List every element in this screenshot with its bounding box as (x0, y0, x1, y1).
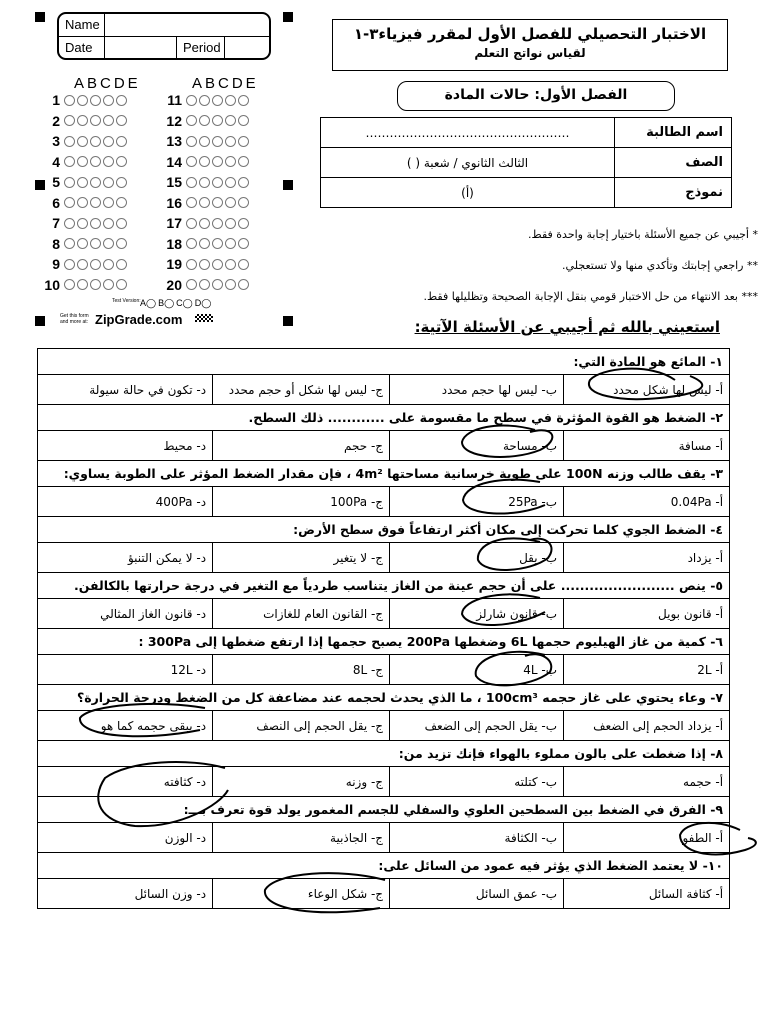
answer-bubble[interactable] (103, 177, 114, 188)
answer-bubble[interactable] (238, 218, 249, 229)
test-version-label: Test Version: (112, 298, 141, 304)
question-text: ٢- الضغط هو القوة المؤثرة في سطح ما مقسومة على ............ ذلك السطح. (38, 405, 730, 431)
answer-bubble[interactable] (90, 238, 101, 249)
answer-bubble[interactable] (77, 218, 88, 229)
answer-bubble[interactable] (77, 95, 88, 106)
question-row (38, 629, 730, 655)
question-number: 19 (166, 256, 182, 272)
answer-bubble[interactable] (225, 95, 236, 106)
answer-bubble[interactable] (186, 156, 197, 167)
bubble-row (38, 215, 129, 231)
info-label: الصف (615, 148, 732, 178)
question-text: ٧- وعاء يحتوي على غاز حجمه 100cm³ ، ما الذي يحدث لحجمه عند مضاعفة كل من الضغط ودرجة الحرارة؟ (38, 685, 730, 711)
answer-option[interactable]: أ- ليس لها شكل محدد (564, 375, 730, 405)
question-number: 4 (52, 153, 60, 170)
answer-bubble[interactable] (238, 95, 249, 106)
answer-option[interactable]: ب- كتلته (390, 767, 564, 797)
answer-bubble[interactable] (225, 197, 236, 208)
answer-bubble[interactable] (199, 156, 210, 167)
answer-bubble[interactable] (103, 197, 114, 208)
answer-option[interactable]: ب- 4L (390, 655, 564, 685)
bubble-row (38, 113, 129, 129)
answer-option[interactable]: أ- يزداد الحجم إلى الضعف (564, 711, 730, 741)
answer-bubble[interactable] (212, 197, 223, 208)
answer-bubble[interactable] (212, 279, 223, 290)
question-row (38, 461, 730, 487)
columns-header: ABCDE (74, 75, 141, 92)
question-text: ٥- ينص ........................ على أن حجم عينة من الغاز يتناسب طردياً مع التغير في درجة حرارتها بالكالفن. (38, 573, 730, 599)
answer-bubble[interactable] (199, 115, 210, 126)
checker-pattern (195, 314, 213, 322)
bubble-row (160, 215, 251, 231)
answer-bubble[interactable] (90, 156, 101, 167)
answer-bubble[interactable] (238, 259, 249, 270)
answer-option[interactable]: د- 400Pa (38, 487, 213, 517)
answer-bubble[interactable] (103, 136, 114, 147)
answer-option[interactable]: ج- وزنه (213, 767, 390, 797)
answer-bubble[interactable] (77, 177, 88, 188)
bubble-row (38, 256, 129, 272)
question-number: 1 (52, 92, 60, 108)
options-row (38, 487, 730, 517)
bubble-row (160, 92, 251, 108)
answer-option[interactable]: ج- حجم (213, 431, 390, 461)
answer-option[interactable]: أ- قانون بويل (564, 599, 730, 629)
answer-bubble[interactable] (116, 279, 127, 290)
answer-bubble[interactable] (225, 177, 236, 188)
answer-option[interactable]: أ- يزداد (564, 543, 730, 573)
answer-bubble[interactable] (116, 238, 127, 249)
answer-bubble[interactable] (77, 238, 88, 249)
answer-option[interactable]: أ- حجمه (564, 767, 730, 797)
answer-bubble[interactable] (212, 95, 223, 106)
answer-bubble[interactable] (64, 218, 75, 229)
answer-bubble[interactable] (90, 197, 101, 208)
date-field[interactable] (105, 37, 177, 59)
answer-option[interactable]: ب- 25Pa (390, 487, 564, 517)
instruction: * أجيبي عن جميع الأسئلة باختيار إجابة واحدة فقط. (528, 228, 758, 241)
answer-option[interactable]: أ- الطفو (564, 823, 730, 853)
answer-option[interactable]: ج- القانون العام للغازات (213, 599, 390, 629)
answer-option[interactable]: ب- يقل الحجم إلى الضعف (390, 711, 564, 741)
answer-bubble[interactable] (199, 95, 210, 106)
class-field: الثالث الثانوي / شعبة ( ) (321, 148, 615, 178)
answer-option[interactable]: د- محيط (38, 431, 213, 461)
answer-bubble[interactable] (77, 115, 88, 126)
exam-subtitle: لقياس نواتج التعلم (474, 46, 586, 60)
answer-bubble[interactable] (238, 115, 249, 126)
answer-bubble[interactable] (77, 136, 88, 147)
answer-bubble[interactable] (64, 115, 75, 126)
answer-bubble[interactable] (64, 197, 75, 208)
answer-bubble[interactable] (186, 95, 197, 106)
zipgrade-logo: ZipGrade.com (95, 312, 183, 327)
answer-bubble[interactable] (64, 238, 75, 249)
answer-bubble[interactable] (186, 136, 197, 147)
answer-bubble[interactable] (186, 177, 197, 188)
question-number: 14 (166, 153, 182, 170)
question-text: ٣- يقف طالب وزنه 100N على طوبة خرسانية مساحتها 4m² ، فإن مقدار الضغط المؤثر على الطوبة يساوي: (38, 461, 730, 487)
bubble-row (38, 236, 129, 252)
answer-bubble[interactable] (64, 136, 75, 147)
options-row (38, 655, 730, 685)
question-text: ١٠- لا يعتمد الضغط الذي يؤثر فيه عمود من السائل على: (38, 853, 730, 879)
question-number: 5 (52, 174, 60, 190)
question-number: 9 (52, 256, 60, 272)
answer-option[interactable]: أ- كثافة السائل (564, 879, 730, 909)
version-bubbles (140, 298, 211, 309)
options-row (38, 375, 730, 405)
question-row (38, 349, 730, 375)
answer-bubble[interactable] (212, 218, 223, 229)
bubble-row (160, 113, 251, 129)
chapter-title: الفصل الأول: حالات المادة (397, 81, 675, 111)
answer-bubble[interactable] (90, 136, 101, 147)
student-info-table (320, 117, 732, 208)
question-row (38, 797, 730, 823)
answer-bubble[interactable] (199, 238, 210, 249)
answer-bubble[interactable] (103, 259, 114, 270)
answer-option[interactable]: ب- ليس لها حجم محدد (390, 375, 564, 405)
answer-bubble[interactable] (199, 177, 210, 188)
answer-option[interactable]: ب- قانون شارلز (390, 599, 564, 629)
answer-option[interactable]: د- 12L (38, 655, 213, 685)
answer-option[interactable]: ج- 100Pa (213, 487, 390, 517)
answer-bubble[interactable] (116, 115, 127, 126)
options-row (38, 711, 730, 741)
answer-bubble[interactable] (103, 156, 114, 167)
answer-bubble[interactable] (212, 238, 223, 249)
question-number: 10 (44, 276, 60, 293)
answer-option[interactable]: ج- يقل الحجم إلى النصف (213, 711, 390, 741)
bubble-row (160, 133, 251, 149)
answer-option[interactable]: ج- الجاذبية (213, 823, 390, 853)
answer-bubble[interactable] (199, 259, 210, 270)
name-date-box (57, 12, 271, 60)
instruction: *** بعد الانتهاء من حل الاختبار قومي بنقل الإجابة الصحيحة وتظليلها فقط. (423, 290, 758, 303)
answer-bubble[interactable] (186, 259, 197, 270)
question-row (38, 741, 730, 767)
answer-bubble[interactable] (77, 197, 88, 208)
answer-bubble[interactable] (212, 259, 223, 270)
exam-title: الاختبار التحصيلي للفصل الأول لمقرر فيزياء٣-١ (353, 25, 707, 43)
question-text: ٨- إذا ضغطت على بالون مملوء بالهواء فإنك تزيد من: (38, 741, 730, 767)
registration-mark (283, 12, 293, 22)
question-text: ٤- الضغط الجوي كلما تحركت إلى مكان أكثر ارتفاعاً فوق سطح الأرض: (38, 517, 730, 543)
answer-bubble[interactable] (225, 136, 236, 147)
options-row (38, 543, 730, 573)
version-option[interactable]: A◯ (140, 298, 157, 308)
question-row (38, 685, 730, 711)
answer-option[interactable]: أ- 2L (564, 655, 730, 685)
question-number: 11 (167, 92, 182, 108)
registration-mark (35, 316, 45, 326)
answer-bubble[interactable] (64, 279, 75, 290)
bubble-row (160, 277, 251, 293)
registration-mark (35, 12, 45, 22)
answer-option[interactable]: د- قانون الغاز المثالي (38, 599, 213, 629)
bubble-row (38, 174, 129, 190)
answer-bubble[interactable] (103, 218, 114, 229)
version-option[interactable]: C◯ (176, 298, 193, 308)
answer-bubble[interactable] (90, 95, 101, 106)
bubble-row (38, 154, 129, 170)
answer-option[interactable]: ب- يقل (390, 543, 564, 573)
instruction: ** راجعي إجابتك وتأكدي منها ولا تستعجلي. (562, 259, 758, 272)
question-number: 6 (52, 194, 60, 211)
question-number: 20 (166, 276, 182, 293)
answer-bubble[interactable] (186, 238, 197, 249)
info-label: نموذج (615, 178, 732, 208)
answer-bubble[interactable] (64, 259, 75, 270)
answer-bubble[interactable] (199, 197, 210, 208)
answer-bubble[interactable] (238, 279, 249, 290)
answer-bubble[interactable] (116, 95, 127, 106)
registration-mark (283, 316, 293, 326)
answer-option[interactable]: د- كثافته (38, 767, 213, 797)
answer-option[interactable]: د- تكون في حالة سيولة (38, 375, 213, 405)
question-number: 12 (166, 112, 182, 129)
answer-bubble[interactable] (77, 259, 88, 270)
answer-option[interactable]: ب- عمق السائل (390, 879, 564, 909)
question-number: 13 (166, 133, 182, 149)
version-option[interactable]: D◯ (194, 298, 212, 308)
answer-bubble[interactable] (225, 156, 236, 167)
answer-bubble[interactable] (64, 95, 75, 106)
answer-bubble[interactable] (238, 197, 249, 208)
info-label: اسم الطالبة (615, 118, 732, 148)
question-text: ٩- الفرق في الضغط بين السطحين العلوي والسفلي للجسم المغمور يولد قوة تعرف بـــ: (38, 797, 730, 823)
answer-option[interactable]: د- يبقى حجمه كما هو (38, 711, 213, 741)
answer-bubble[interactable] (103, 95, 114, 106)
period-field[interactable] (225, 37, 269, 59)
form-field: (أ) (321, 178, 615, 208)
answer-bubble[interactable] (64, 177, 75, 188)
registration-mark (283, 180, 293, 190)
question-text: ١- المائع هو المادة التي: (38, 349, 730, 375)
bubble-row (160, 256, 251, 272)
question-row (38, 405, 730, 431)
answer-bubble[interactable] (90, 177, 101, 188)
period-label: Period (177, 37, 225, 59)
bubble-row (160, 236, 251, 252)
answer-option[interactable]: ب- مساحة (390, 431, 564, 461)
answer-bubble[interactable] (116, 259, 127, 270)
options-row (38, 823, 730, 853)
question-number: 18 (166, 235, 182, 252)
answer-bubble[interactable] (103, 115, 114, 126)
date-label: Date (59, 37, 105, 59)
student-name-field[interactable]: …………………………………………… (321, 118, 615, 148)
question-row (38, 573, 730, 599)
answer-bubble[interactable] (212, 136, 223, 147)
answer-bubble[interactable] (186, 197, 197, 208)
questions-table (37, 348, 730, 909)
answer-option[interactable]: د- وزن السائل (38, 879, 213, 909)
answer-bubble[interactable] (212, 177, 223, 188)
question-row (38, 853, 730, 879)
answer-bubble[interactable] (199, 218, 210, 229)
answer-bubble[interactable] (90, 218, 101, 229)
answer-option[interactable]: ب- الكثافة (390, 823, 564, 853)
question-number: 7 (52, 215, 60, 231)
answer-option[interactable]: ج- شكل الوعاء (213, 879, 390, 909)
options-row (38, 599, 730, 629)
question-number: 17 (166, 215, 182, 231)
answer-bubble[interactable] (238, 136, 249, 147)
answer-option[interactable]: ج- لا يتغير (213, 543, 390, 573)
answer-bubble[interactable] (77, 156, 88, 167)
answer-bubble[interactable] (212, 156, 223, 167)
answer-bubble[interactable] (103, 279, 114, 290)
answer-bubble[interactable] (186, 218, 197, 229)
bubble-row (38, 133, 129, 149)
question-text: ٦- كمية من غاز الهيليوم حجمها 6L وضغطها 200Pa يصبح حجمها إذا ارتفع ضغطها إلى 300Pa : (38, 629, 730, 655)
answer-bubble[interactable] (238, 156, 249, 167)
answer-bubble[interactable] (64, 156, 75, 167)
answer-option[interactable]: ج- 8L (213, 655, 390, 685)
options-row (38, 431, 730, 461)
answer-bubble[interactable] (116, 177, 127, 188)
answer-bubble[interactable] (103, 238, 114, 249)
question-number: 3 (52, 133, 60, 149)
answer-option[interactable]: ج- ليس لها شكل أو حجم محدد (213, 375, 390, 405)
answer-bubble[interactable] (225, 238, 236, 249)
basmala-heading: استعيني بالله ثم أجيبي عن الأسئلة الآتية: (414, 318, 720, 336)
answer-option[interactable]: أ- مسافة (564, 431, 730, 461)
answer-option[interactable]: أ- 0.04Pa (564, 487, 730, 517)
answer-bubble[interactable] (225, 259, 236, 270)
answer-option[interactable]: د- الوزن (38, 823, 213, 853)
title-box (332, 19, 728, 71)
bubble-row (160, 195, 251, 211)
answer-bubble[interactable] (225, 279, 236, 290)
answer-bubble[interactable] (90, 279, 101, 290)
answer-bubble[interactable] (225, 115, 236, 126)
answer-bubble[interactable] (238, 238, 249, 249)
answer-bubble[interactable] (116, 218, 127, 229)
answer-bubble[interactable] (116, 156, 127, 167)
answer-bubble[interactable] (90, 115, 101, 126)
answer-option[interactable]: د- لا يمكن التنبؤ (38, 543, 213, 573)
answer-bubble[interactable] (199, 136, 210, 147)
bubble-row (38, 195, 129, 211)
name-field[interactable] (105, 14, 269, 36)
question-number: 2 (52, 112, 60, 129)
version-option[interactable]: B◯ (158, 298, 175, 308)
question-number: 8 (52, 235, 60, 252)
question-row (38, 517, 730, 543)
answer-bubble[interactable] (212, 115, 223, 126)
answer-bubble[interactable] (90, 259, 101, 270)
options-row (38, 879, 730, 909)
columns-header: ABCDE (192, 75, 259, 92)
answer-bubble[interactable] (77, 279, 88, 290)
bubble-row (160, 174, 251, 190)
bubble-row (38, 277, 129, 293)
answer-bubble[interactable] (186, 115, 197, 126)
bubble-row (160, 154, 251, 170)
answer-bubble[interactable] (225, 218, 236, 229)
answer-bubble[interactable] (116, 136, 127, 147)
answer-bubble[interactable] (199, 279, 210, 290)
answer-bubble[interactable] (186, 279, 197, 290)
answer-bubble[interactable] (116, 197, 127, 208)
answer-bubble[interactable] (238, 177, 249, 188)
question-number: 16 (166, 194, 182, 211)
options-row (38, 767, 730, 797)
name-label: Name (59, 14, 105, 36)
question-number: 15 (166, 174, 182, 190)
bubble-row (38, 92, 129, 108)
get-form-text: Get this form and more at: (60, 313, 89, 325)
